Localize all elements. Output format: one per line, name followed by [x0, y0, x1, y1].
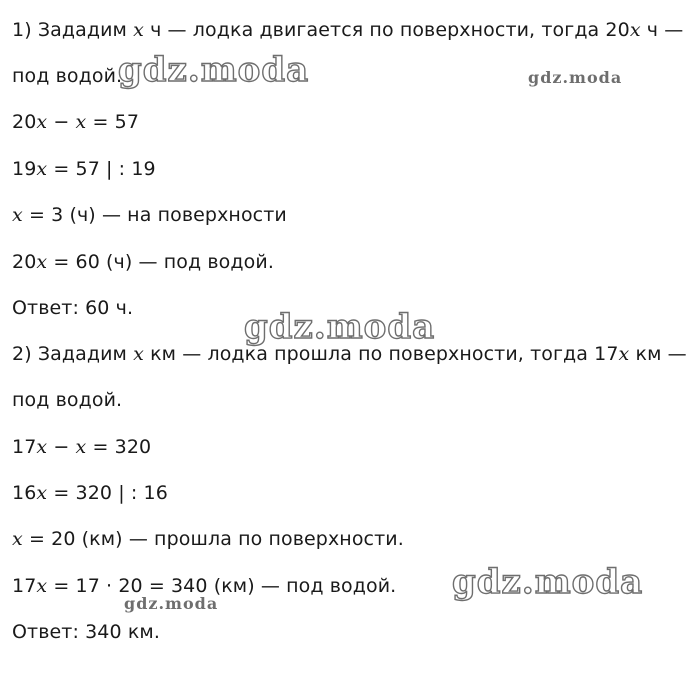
- variable-x: x: [133, 343, 144, 365]
- text-segment: = 17 · 20 = 340 (км) — под водой.: [47, 575, 397, 597]
- text-segment: −: [47, 436, 76, 458]
- text-segment: 19: [12, 158, 37, 180]
- text-segment: 1) Зададим: [12, 19, 134, 41]
- watermark: gdz.moda: [528, 68, 623, 87]
- part1-intro-line: [12, 18, 683, 42]
- variable-x: x: [36, 436, 48, 458]
- text-segment: под водой.: [12, 389, 123, 411]
- variable-x: x: [36, 575, 48, 597]
- text-segment: под водой.: [12, 65, 123, 87]
- variable-x: x: [618, 343, 630, 365]
- variable-x: x: [36, 111, 48, 133]
- part2-intro-continuation: [12, 388, 122, 412]
- text-segment: = 57 | : 19: [47, 158, 156, 180]
- part1-intro-continuation: [12, 64, 122, 88]
- watermark: gdz.moda: [118, 50, 310, 90]
- variable-x: x: [36, 158, 48, 180]
- answer-line: [12, 296, 133, 320]
- equation-line: [12, 435, 151, 459]
- text-segment: = 320 | : 16: [47, 482, 168, 504]
- text-segment: ч —: [640, 19, 684, 41]
- variable-x: x: [12, 204, 23, 226]
- text-segment: 16: [12, 482, 37, 504]
- equation-line: [12, 157, 156, 181]
- watermark: gdz.moda: [124, 594, 219, 613]
- text-segment: 17: [12, 575, 37, 597]
- text-segment: Ответ: 340 км.: [12, 621, 160, 643]
- equation-line: [12, 203, 287, 227]
- text-segment: = 3 (ч) — на поверхности: [22, 204, 287, 226]
- variable-x: x: [36, 251, 48, 273]
- variable-x: x: [75, 436, 87, 458]
- text-segment: = 60 (ч) — под водой.: [47, 251, 274, 273]
- watermark: gdz.moda: [244, 307, 436, 347]
- text-segment: = 320: [86, 436, 152, 458]
- variable-x: x: [133, 19, 144, 41]
- answer-line: [12, 620, 160, 644]
- equation-line: [12, 110, 139, 134]
- text-segment: ч — лодка двигается по поверхности, тогда 20: [143, 19, 630, 41]
- variable-x: x: [629, 19, 641, 41]
- variable-x: x: [12, 528, 23, 550]
- text-segment: 20: [12, 251, 37, 273]
- text-segment: км —: [629, 343, 687, 365]
- watermark: gdz.moda: [452, 562, 644, 602]
- text-segment: 20: [12, 111, 37, 133]
- text-segment: км — лодка прошла по поверхности, тогда 17: [143, 343, 619, 365]
- text-segment: Ответ: 60 ч.: [12, 297, 134, 319]
- equation-line: [12, 250, 274, 274]
- equation-line: [12, 527, 404, 551]
- variable-x: x: [36, 482, 48, 504]
- variable-x: x: [75, 111, 87, 133]
- text-segment: = 20 (км) — прошла по поверхности.: [22, 528, 404, 550]
- equation-line: [12, 481, 168, 505]
- text-segment: 2) Зададим: [12, 343, 134, 365]
- text-segment: = 57: [86, 111, 140, 133]
- text-segment: −: [47, 111, 76, 133]
- text-segment: 17: [12, 436, 37, 458]
